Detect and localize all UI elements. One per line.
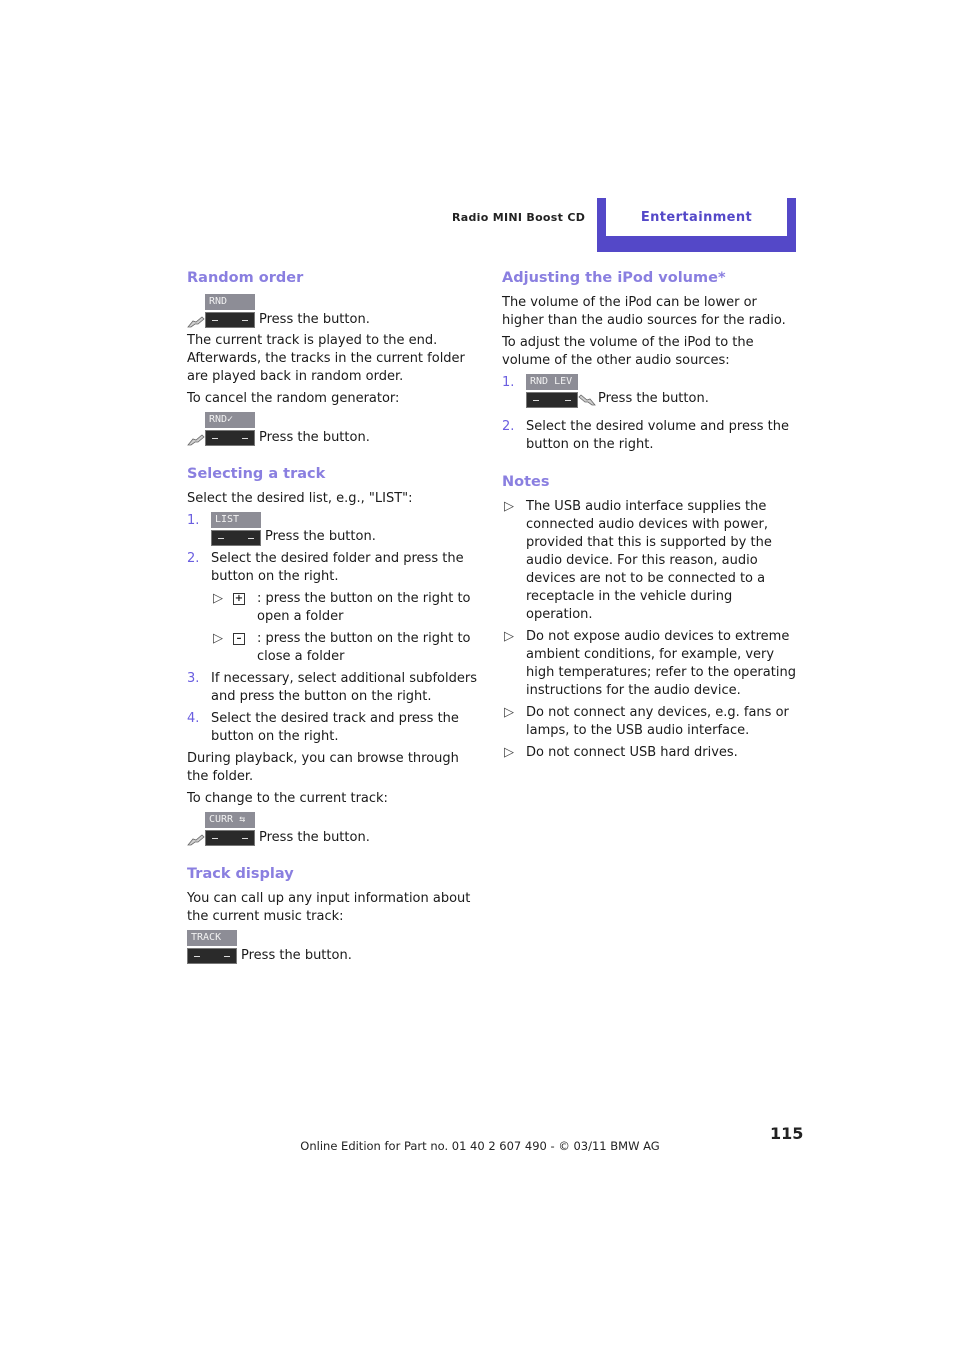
note-item: ▷ Do not connect any devices, e.g. fans or lamps, to the USB audio interface. <box>504 705 789 738</box>
paragraph: To cancel the random generator: <box>187 391 400 406</box>
press-text: Press the button. <box>598 391 709 406</box>
note-item: ▷ Do not expose audio devices to extreme ambient conditions, for example, very high temperatures; refer to the operating instructions for the audio device. <box>504 629 796 698</box>
press-text: Press the button. <box>265 529 376 544</box>
display-list[interactable]: LIST <box>211 512 261 546</box>
step-4: 4. Select the desired track and press the button on the right. <box>187 711 459 744</box>
press-hand-icon <box>187 432 205 446</box>
random-button-row <box>187 294 482 328</box>
step-2: 2. Select the desired folder and press the button on the right. <box>187 551 464 584</box>
press-text: Press the button. <box>259 430 370 445</box>
step-3: 3. If necessary, select additional subfolders and press the button on the right. <box>187 671 477 704</box>
display-rnd-check[interactable]: RND✓ <box>205 412 255 446</box>
press-text: Press the button. <box>259 830 370 845</box>
note-item: ▷ Do not connect USB hard drives. <box>504 745 738 760</box>
section-title-notes: Notes <box>502 474 550 490</box>
section-title-ipod-volume: Adjusting the iPod volume* <box>502 270 726 286</box>
display-rnd[interactable]: RND <box>205 294 255 328</box>
paragraph: The current track is played to the end. Afterwards, the tracks in the current folder are played back in random order. <box>187 333 465 384</box>
display-curr[interactable]: CURR ⇆ <box>205 812 255 846</box>
header-section-label: Radio MINI Boost CD <box>452 211 586 224</box>
press-text: Press the button. <box>259 312 370 327</box>
header-tab-label: Entertainment <box>640 209 753 225</box>
section-title-selecting-track: Selecting a track <box>187 466 326 482</box>
step-2: 2. Select the desired volume and press the button on the right. <box>502 419 789 452</box>
step-1: 1. LIST Press the button. <box>187 513 376 544</box>
paragraph: Select the desired list, e.g., "LIST": <box>187 491 413 506</box>
display-track[interactable]: TRACK <box>187 930 237 964</box>
display-rnd-lev[interactable]: RND LEV <box>526 374 578 408</box>
random-cancel-button-row <box>187 412 482 446</box>
current-track-button-row <box>187 812 482 846</box>
left-column <box>187 268 482 968</box>
footer-edition: Online Edition for Part no. 01 40 2 607 490 - © 03/11 BMW AG <box>300 1139 660 1153</box>
bullet-open-folder: ▷ + : press the button on the right to open a folder <box>213 591 471 624</box>
page-number: 115 <box>770 1124 804 1143</box>
paragraph: During playback, you can browse through the folder. <box>187 751 459 784</box>
paragraph: You can call up any input information about the current music track: <box>187 891 471 924</box>
press-hand-icon <box>187 832 205 846</box>
paragraph: To adjust the volume of the iPod to the volume of the other audio sources: <box>502 335 754 368</box>
paragraph: The volume of the iPod can be lower or higher than the audio sources for the radio. <box>502 295 786 328</box>
note-item: ▷ The USB audio interface supplies the connected audio devices with power, provided that this is supported by the audio device. For this reason, audio devices are not to be connected to a receptacle in the vehicle during operation. <box>504 499 772 622</box>
press-text: Press the button. <box>241 948 352 963</box>
plus-box-icon: + <box>234 593 244 604</box>
minus-box-icon: – <box>233 633 245 645</box>
track-button-row <box>187 930 482 964</box>
bullet-close-folder: ▷ – : press the button on the right to close a folder <box>213 631 471 664</box>
header-tab <box>597 198 796 252</box>
section-title-track-display: Track display <box>187 866 294 882</box>
press-hand-icon <box>187 314 205 328</box>
paragraph: To change to the current track: <box>187 791 388 806</box>
step-1: 1. RND LEV Press the button. <box>502 375 709 406</box>
press-hand-icon <box>578 392 596 406</box>
section-title-random-order: Random order <box>187 270 304 286</box>
right-column <box>502 268 797 766</box>
